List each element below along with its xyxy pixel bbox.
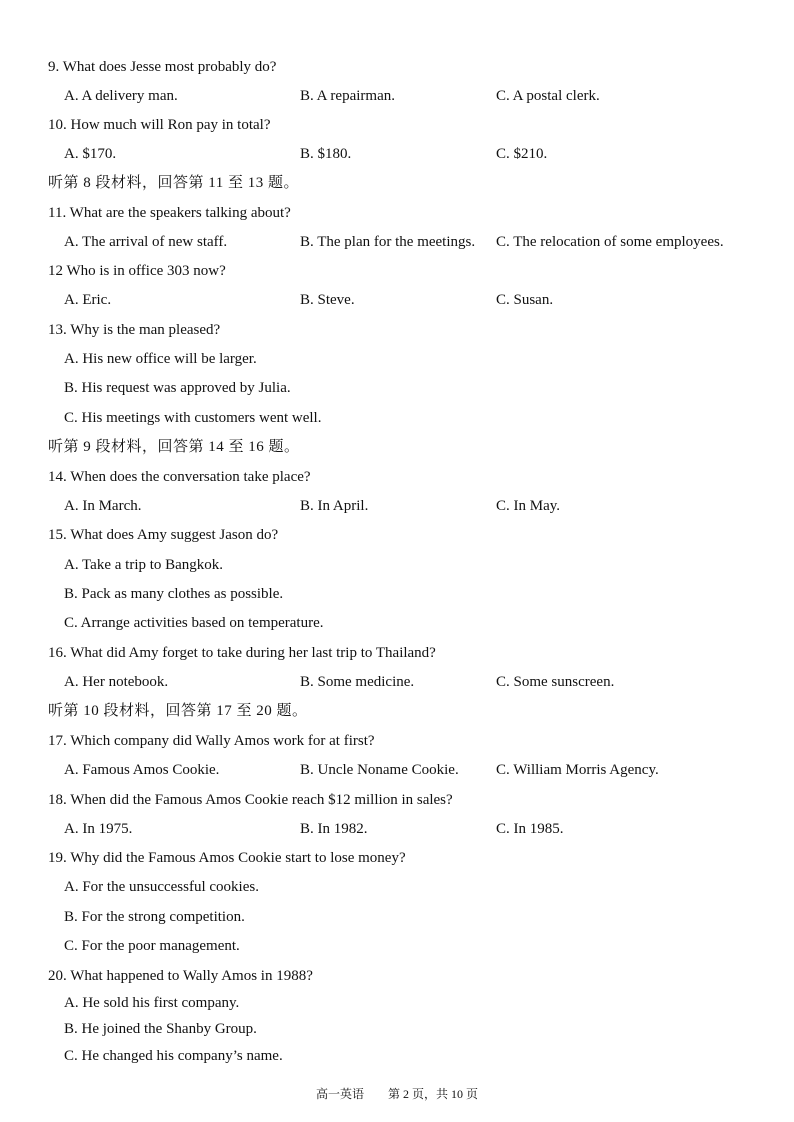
question-stem: 15. What does Amy suggest Jason do? [48,527,279,543]
question-stem: 17. Which company did Wally Amos work for at first? [48,733,375,749]
section-instruction: 听第 10 段材料，回答第 17 至 20 题。 [48,703,308,719]
option-a: A. $170. [64,146,117,162]
option-b: B. The plan for the meetings. [300,234,476,250]
option-c: C. In 1985. [496,821,564,837]
option-b: B. $180. [300,146,352,162]
option-a: A. He sold his first company. [64,995,240,1011]
question-stem: 11. What are the speakers talking about? [48,205,291,221]
option-b: B. Uncle Noname Cookie. [300,762,459,778]
page-footer: 高一英语 第 2 页，共 10 页 [315,1087,478,1101]
option-a: A. For the unsuccessful cookies. [64,879,259,895]
option-a: A. Famous Amos Cookie. [64,762,220,778]
option-b: B. His request was approved by Julia. [64,380,291,396]
question-stem: 13. Why is the man pleased? [48,322,221,338]
option-c: C. He changed his company’s name. [64,1048,283,1064]
option-a: A. In 1975. [64,821,133,837]
option-b: B. In 1982. [300,821,368,837]
option-b: B. Pack as many clothes as possible. [64,586,284,602]
question-stem: 10. How much will Ron pay in total? [48,117,271,133]
option-c: C. His meetings with customers went well. [64,410,322,426]
question-stem: 16. What did Amy forget to take during her last trip to Thailand? [48,645,436,661]
option-b: B. Steve. [300,292,355,308]
option-c: C. For the poor management. [64,938,240,954]
option-a: A. In March. [64,498,142,514]
option-b: B. Some medicine. [300,674,415,690]
option-b: B. He joined the Shanby Group. [64,1021,257,1037]
option-a: A. His new office will be larger. [64,351,257,367]
question-stem: 12 Who is in office 303 now? [48,263,226,279]
question-stem: 19. Why did the Famous Amos Cookie start to lose money? [48,850,406,866]
question-stem: 9. What does Jesse most probably do? [48,59,277,75]
option-c: C. A postal clerk. [496,88,600,104]
option-c: C. In May. [496,498,561,514]
question-stem: 18. When did the Famous Amos Cookie reach $12 million in sales? [48,792,453,808]
option-c: C. $210. [496,146,548,162]
option-a: A. The arrival of new staff. [64,234,228,250]
option-c: C. The relocation of some employees. [496,234,724,250]
option-b: B. In April. [300,498,369,514]
section-instruction: 听第 8 段材料，回答第 11 至 13 题。 [48,175,299,191]
question-stem: 20. What happened to Wally Amos in 1988? [48,968,313,984]
option-c: C. Arrange activities based on temperature. [64,615,324,631]
option-c: C. Susan. [496,292,554,308]
option-c: C. William Morris Agency. [496,762,659,778]
option-b: B. For the strong competition. [64,909,245,925]
option-a: A. Eric. [64,292,112,308]
option-a: A. A delivery man. [64,88,178,104]
question-stem: 14. When does the conversation take place? [48,469,311,485]
option-a: A. Her notebook. [64,674,169,690]
option-c: C. Some sunscreen. [496,674,615,690]
section-instruction: 听第 9 段材料，回答第 14 至 16 题。 [48,439,300,455]
option-a: A. Take a trip to Bangkok. [64,557,224,573]
option-b: B. A repairman. [300,88,395,104]
